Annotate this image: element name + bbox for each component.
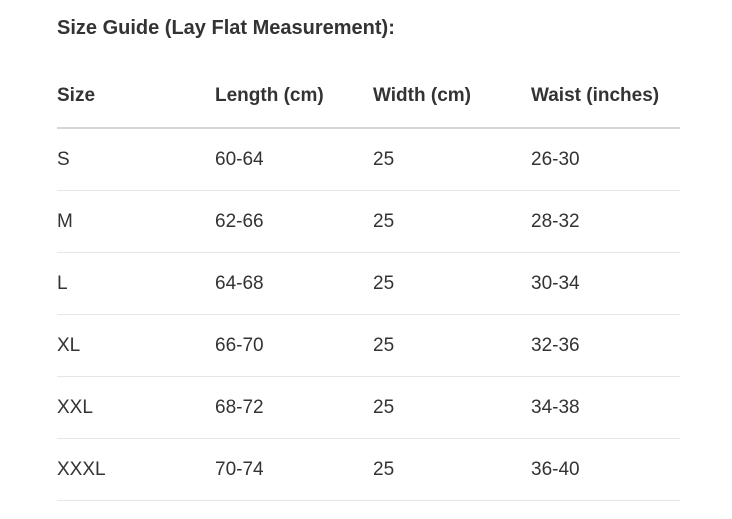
cell-width: 25 [373, 253, 531, 315]
cell-length: 64-68 [215, 253, 373, 315]
header-size: Size [57, 65, 215, 128]
cell-length: 60-64 [215, 128, 373, 191]
table-row [57, 253, 680, 315]
header-length: Length (cm) [215, 65, 373, 128]
cell-size: XXXL [57, 439, 215, 501]
cell-length: 68-72 [215, 377, 373, 439]
cell-waist: 34-38 [531, 377, 680, 439]
cell-length: 70-74 [215, 439, 373, 501]
cell-width: 25 [373, 315, 531, 377]
size-table-header [57, 65, 680, 128]
cell-size: S [57, 128, 215, 191]
table-row [57, 315, 680, 377]
cell-waist: 26-30 [531, 128, 680, 191]
table-row [57, 377, 680, 439]
cell-size: XL [57, 315, 215, 377]
cell-length: 62-66 [215, 191, 373, 253]
cell-waist: 30-34 [531, 253, 680, 315]
cell-width: 25 [373, 128, 531, 191]
size-table [57, 65, 680, 501]
cell-waist: 28-32 [531, 191, 680, 253]
cell-width: 25 [373, 191, 531, 253]
cell-length: 66-70 [215, 315, 373, 377]
size-guide-title: Size Guide (Lay Flat Measurement): [57, 17, 395, 39]
table-row [57, 128, 680, 191]
cell-waist: 32-36 [531, 315, 680, 377]
cell-size: L [57, 253, 215, 315]
cell-size: XXL [57, 377, 215, 439]
cell-size: M [57, 191, 215, 253]
cell-width: 25 [373, 439, 531, 501]
size-table-body [57, 128, 680, 501]
header-waist: Waist (inches) [531, 65, 680, 128]
cell-width: 25 [373, 377, 531, 439]
header-row [57, 65, 680, 128]
table-row [57, 439, 680, 501]
header-width: Width (cm) [373, 65, 531, 128]
cell-waist: 36-40 [531, 439, 680, 501]
table-row [57, 191, 680, 253]
